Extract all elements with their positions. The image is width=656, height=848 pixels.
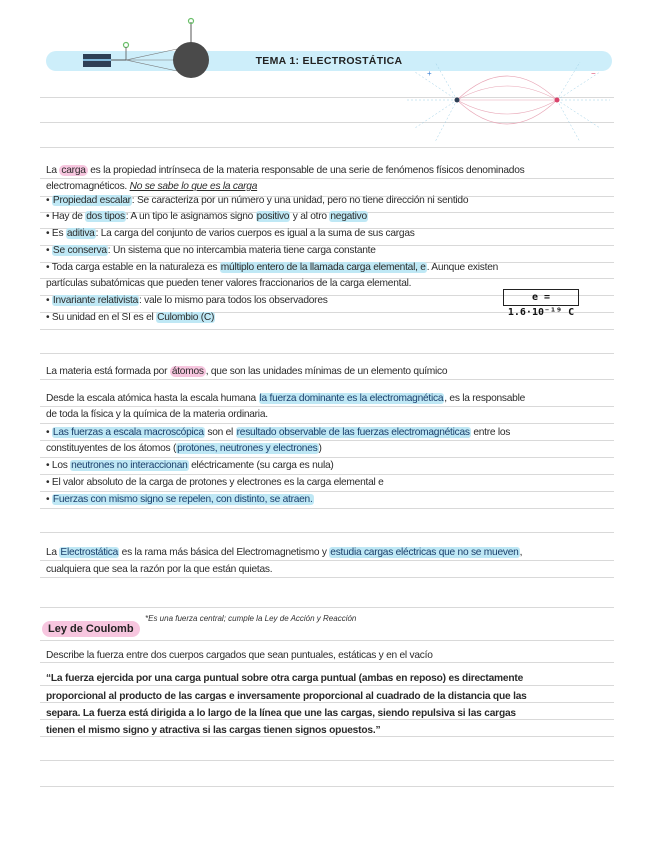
electrostatica-definition: La Electrostática es la rama más básica del Electromagnetismo y estudia cargas eléctricas que no se mueven, — [46, 547, 523, 558]
bullet-conserva: • Se conserva: Un sistema que no intercambia materia tiene carga constante — [46, 245, 376, 256]
page-title: TEMA 1: ELECTROSTÁTICA — [255, 55, 403, 67]
header-decoration — [76, 16, 226, 86]
minus-sign: − — [591, 69, 596, 78]
coulomb-quote-line1: “La fuerza ejercida por una carga puntual sobre otra carga puntual (ambas en reposo) es directamente — [46, 673, 524, 684]
plus-sign: + — [427, 69, 432, 78]
bullet-unidad: • Su unidad en el SI es el Culombio (C) — [46, 312, 215, 323]
negative-charge-icon — [555, 98, 560, 103]
field-lines-diagram — [405, 62, 615, 148]
carga-definition: La carga es la propiedad intrínseca de la materia responsable de una serie de fenómenos físicos denominados — [46, 165, 525, 176]
term-atomos: átomos — [171, 366, 204, 377]
coulomb-quote-line4: tienen el mismo signo y atractiva si las cargas tienen signos opuestos.” — [46, 725, 381, 736]
term-carga: carga — [61, 165, 86, 176]
bullet-aditiva: • Es aditiva: La carga del conjunto de varios cuerpos es igual a la suma de sus cargas — [46, 228, 415, 239]
bullet-escalar: • Propiedad escalar: Se caracteriza por un número y una unidad, pero no tiene dirección ni sentido — [46, 195, 469, 206]
escala-line2: de toda la física y la química de la materia ordinaria. — [46, 409, 268, 420]
small-node-icon — [124, 43, 129, 48]
carga-definition-line2: electromagnéticos. No se sabe lo que es la carga — [46, 181, 258, 192]
charged-sphere-icon — [173, 42, 209, 78]
bullet-macroscopica-line2: constituyentes de los átomos (protones, neutrones y electrones) — [46, 443, 322, 454]
coulomb-description: Describe la fuerza entre dos cuerpos cargados que sean puntuales, estáticas y en el vacío — [46, 650, 433, 661]
coulomb-quote-line3: separa. La fuerza está dirigida a lo largo de la línea que une las cargas, siendo repulsiva si las cargas — [46, 708, 516, 719]
positive-charge-icon — [455, 98, 460, 103]
bullet-multiplo-line2: partículas subatómicas que pueden tener valores fraccionarios de la carga elemental. — [46, 278, 412, 289]
section-heading-coulomb: Ley de Coulomb — [42, 621, 140, 637]
bullet-fuerzas-signo: • Fuerzas con mismo signo se repelen, con distinto, se atraen. — [46, 494, 313, 505]
bullet-multiplo: • Toda carga estable en la naturaleza es múltiplo entero de la llamada carga elemental, e. Aunque existen — [46, 262, 499, 273]
coulomb-quote-line2: proporcional al producto de las cargas e inversamente proporcional al cuadrado de la distancia que las — [46, 691, 527, 702]
bullet-neutrones: • Los neutrones no interaccionan eléctricamente (su carga es nula) — [46, 460, 334, 471]
bullet-dos-tipos: • Hay de dos tipos: A un tipo le asignamos signo positivo y al otro negativo — [46, 211, 367, 222]
no-se-sabe-note: No se sabe lo que es la carga — [129, 181, 258, 192]
bullet-invariante: • Invariante relativista: vale lo mismo para todos los observadores — [46, 295, 328, 306]
elemental-charge-formula: e = 1.6·10⁻¹⁹ C — [503, 289, 579, 306]
central-force-note: *Es una fuerza central; cumple la Ley de Acción y Reacción — [145, 614, 357, 623]
materia-atomos: La materia está formada por átomos , que son las unidades mínimas de un elemento químico — [46, 366, 448, 377]
bullet-macroscopica: • Las fuerzas a escala macroscópica son el resultado observable de las fuerzas electromagnéticas entre los — [46, 427, 511, 438]
bullet-valor-absoluto: • El valor absoluto de la carga de protones y electrones es la carga elemental e — [46, 477, 384, 488]
escala-line1: Desde la escala atómica hasta la escala humana la fuerza dominante es la electromagnética, es la responsable — [46, 393, 526, 404]
electrostatica-line2: cualquiera que sea la razón por la que están quietas. — [46, 564, 273, 575]
